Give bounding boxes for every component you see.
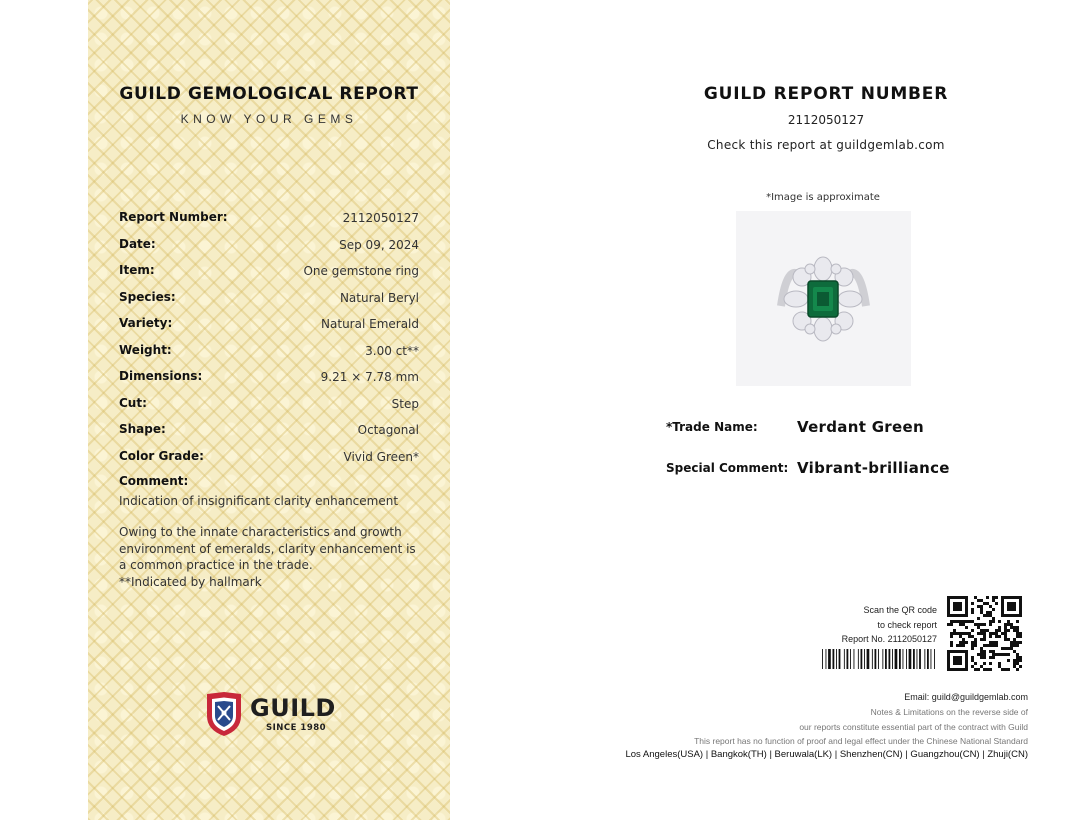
field-value: Sep 09, 2024 xyxy=(339,238,419,252)
field-label: Cut: xyxy=(119,396,147,410)
field-value: 2112050127 xyxy=(342,211,419,225)
field-value: 9.21 × 7.78 mm xyxy=(320,370,419,384)
field-value: Step xyxy=(391,397,419,411)
field-row xyxy=(119,422,419,442)
field-row xyxy=(119,210,419,230)
field-row xyxy=(119,369,419,389)
qr-report-number: Report No. 2112050127 xyxy=(841,634,937,644)
special-comment-value: Vibrant-brilliance xyxy=(797,459,950,477)
report-title: GUILD GEMOLOGICAL REPORT xyxy=(119,84,419,104)
field-value: 3.00 ct** xyxy=(365,344,419,358)
field-label: Item: xyxy=(119,263,155,277)
trade-name-label: *Trade Name: xyxy=(666,420,758,434)
ring-image-icon xyxy=(736,211,911,386)
field-label: Variety: xyxy=(119,316,173,330)
footer-cities: Los Angeles(USA) | Bangkok(TH) | Beruwala(LK) | Shenzhen(CN) | Guangzhou(CN) | Zhuji(CN) xyxy=(625,749,1028,760)
field-value: Vivid Green* xyxy=(343,450,419,464)
field-row xyxy=(119,290,419,310)
field-row xyxy=(119,263,419,283)
special-comment-label: Special Comment: xyxy=(666,461,789,475)
footer-note: This report has no function of proof and legal effect under the Chinese National Standard xyxy=(694,736,1028,746)
field-value: Natural Emerald xyxy=(321,317,419,331)
footer-email: Email: guild@guildgemlab.com xyxy=(904,692,1028,702)
field-label: Weight: xyxy=(119,343,172,357)
field-label: Dimensions: xyxy=(119,369,203,383)
logo-since: SINCE 1980 xyxy=(266,723,327,733)
qr-instruction: to check report xyxy=(877,620,937,630)
footer-note: Notes & Limitations on the reverse side of xyxy=(870,707,1028,717)
field-label: Report Number: xyxy=(119,210,228,224)
shield-icon xyxy=(204,690,244,738)
logo-wordmark: GUILD xyxy=(250,694,336,722)
field-label: Species: xyxy=(119,290,176,304)
trade-name-value: Verdant Green xyxy=(797,418,924,436)
field-value: One gemstone ring xyxy=(303,264,419,278)
comment-text: Indication of insignificant clarity enhancement xyxy=(119,494,399,508)
field-label: Color Grade: xyxy=(119,449,204,463)
field-row xyxy=(119,237,419,257)
field-label: Date: xyxy=(119,237,156,251)
barcode-icon xyxy=(822,649,938,669)
field-value: Natural Beryl xyxy=(339,291,419,305)
check-report-link[interactable]: Check this report at guildgemlab.com xyxy=(707,138,945,152)
field-row xyxy=(119,343,419,363)
ring-photo xyxy=(736,211,911,386)
qr-instruction: Scan the QR code xyxy=(863,605,937,615)
comment-text: Owing to the innate characteristics and growth environment of emeralds, clarity enhancement is a common practice in the trade. xyxy=(119,525,416,572)
image-approx-note: *Image is approximate xyxy=(766,192,880,203)
field-row xyxy=(119,396,419,416)
report-number: 2112050127 xyxy=(787,113,865,127)
report-subtitle: KNOW YOUR GEMS xyxy=(180,112,358,126)
field-value: Octagonal xyxy=(357,423,419,437)
footer-note: our reports constitute essential part of the contract with Guild xyxy=(799,722,1028,732)
comment-text: **Indicated by hallmark xyxy=(119,575,262,589)
field-row xyxy=(119,449,419,469)
field-row xyxy=(119,316,419,336)
field-label: Shape: xyxy=(119,422,166,436)
guild-logo xyxy=(204,690,344,738)
report-left-panel xyxy=(88,0,450,820)
qr-code-icon[interactable] xyxy=(947,596,1022,671)
comment-label: Comment: xyxy=(119,474,189,488)
report-number-title: GUILD REPORT NUMBER xyxy=(703,84,949,104)
